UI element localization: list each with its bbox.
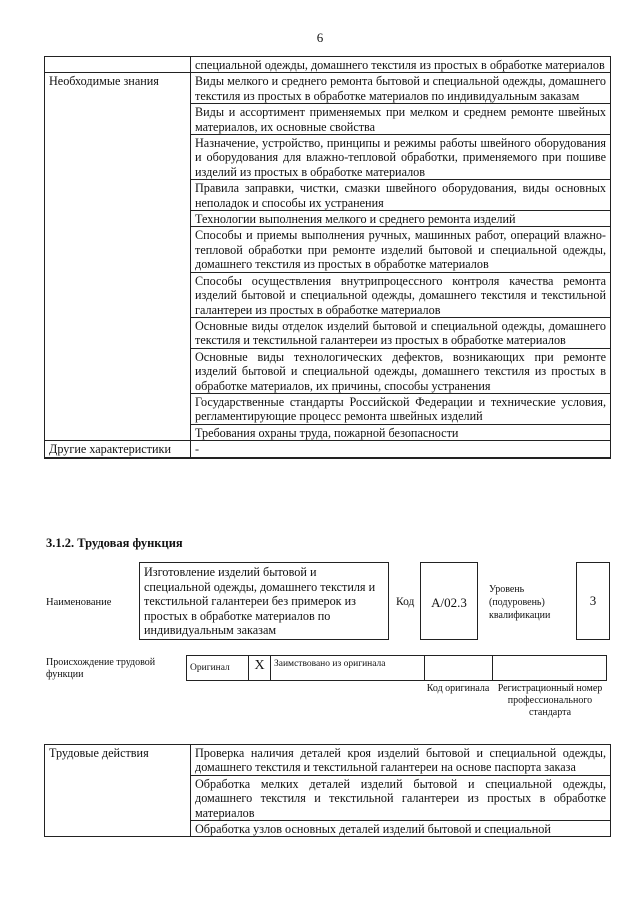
- actions-label: Трудовые действия: [45, 745, 191, 837]
- action-item: Проверка наличия деталей кроя изделий бытовой и специальной одежды, домашнего текстиля и текстильной галантереи на основе паспорта заказа: [191, 745, 611, 776]
- knowledge-item: Государственные стандарты Российской Федерации и технические условия, регламентирующие процесс ремонта швейных изделий: [191, 393, 611, 424]
- knowledge-label: Необходимые знания: [45, 73, 191, 441]
- knowledge-table: [44, 56, 611, 459]
- knowledge-item: Технологии выполнения мелкого и среднего ремонта изделий: [191, 211, 611, 227]
- code-caption: Код оригинала: [426, 683, 490, 694]
- continuation-cell: специальной одежды, домашнего текстиля из простых в обработке материалов: [191, 57, 611, 73]
- table-row: [45, 745, 611, 776]
- table-row: [45, 57, 611, 73]
- knowledge-item: Требования охраны труда, пожарной безопасности: [191, 424, 611, 440]
- other-value: -: [191, 441, 611, 458]
- knowledge-item: Способы и приемы выполнения ручных, машинных работ, операций влажно-тепловой обработки при ремонте изделий бытовой и специальной одежды, домашнего текстиля из простых в обработке материалов: [191, 227, 611, 272]
- section-title: 3.1.2. Трудовая функция: [46, 536, 183, 550]
- knowledge-item: Основные виды отделок изделий бытовой и специальной одежды, домашнего текстиля и текстильной галантереи из простых в обработке материалов: [191, 317, 611, 348]
- level-value-box: 3: [576, 562, 610, 640]
- knowledge-item: Виды мелкого и среднего ремонта бытовой и специальной одежды, домашнего текстиля из простых в обработке материалов по индивидуальным заказам: [191, 73, 611, 104]
- knowledge-item: Назначение, устройство, принципы и режимы работы швейного оборудования и оборудования для влажно-тепловой обработки, применяемого при пошиве изделий из простых в обработке материалов: [191, 135, 611, 180]
- level-label: Уровень (подуровень) квалификации: [489, 584, 551, 621]
- actions-table: [44, 744, 611, 837]
- page-number: 6: [316, 30, 324, 45]
- origin-row: [186, 655, 607, 681]
- knowledge-item: Правила заправки, чистки, смазки швейного оборудования, виды основных неполадок и способы их устранения: [191, 180, 611, 211]
- name-label: Наименование: [46, 597, 112, 608]
- origin-label: Происхождение трудовой функции: [46, 657, 156, 680]
- knowledge-item: Способы осуществления внутрипроцессного контроля качества ремонта изделий бытовой и специальной одежды, домашнего текстиля и текстильной галантереи из простых в обработке материалов: [191, 272, 611, 317]
- knowledge-item: Основные виды технологических дефектов, возникающих при ремонте изделий бытовой и специальной одежды, домашнего текстиля из простых в обработке материалов, их причины, способы устранения: [191, 348, 611, 393]
- other-label: Другие характеристики: [45, 441, 191, 458]
- empty-cell: [45, 57, 191, 73]
- table-row: [45, 73, 611, 104]
- action-item: Обработка мелких деталей изделий бытовой и специальной одежды, домашнего текстиля и текстильной галантереи из простых в обработке материалов: [191, 775, 611, 820]
- original-mark: X: [249, 656, 271, 680]
- function-name-box: Изготовление изделий бытовой и специальной одежды, домашнего текстиля и текстильной галантереи без примерок из простых в обработке материалов по индивидуальным заказам: [139, 562, 389, 640]
- reg-caption: Регистрационный номер профессионального стандарта: [497, 683, 603, 718]
- original-label: Оригинал: [187, 656, 249, 680]
- function-code-box: А/02.3: [420, 562, 478, 640]
- knowledge-item: Виды и ассортимент применяемых при мелком и среднем ремонте швейных материалов, их основные свойства: [191, 104, 611, 135]
- code-label: Код: [396, 596, 415, 608]
- table-row: [45, 441, 611, 458]
- borrowed-label: Заимствовано из оригинала: [271, 656, 425, 680]
- reg-number-cell: [493, 656, 606, 680]
- original-code-cell: [425, 656, 493, 680]
- action-item: Обработка узлов основных деталей изделий бытовой и специальной: [191, 821, 611, 837]
